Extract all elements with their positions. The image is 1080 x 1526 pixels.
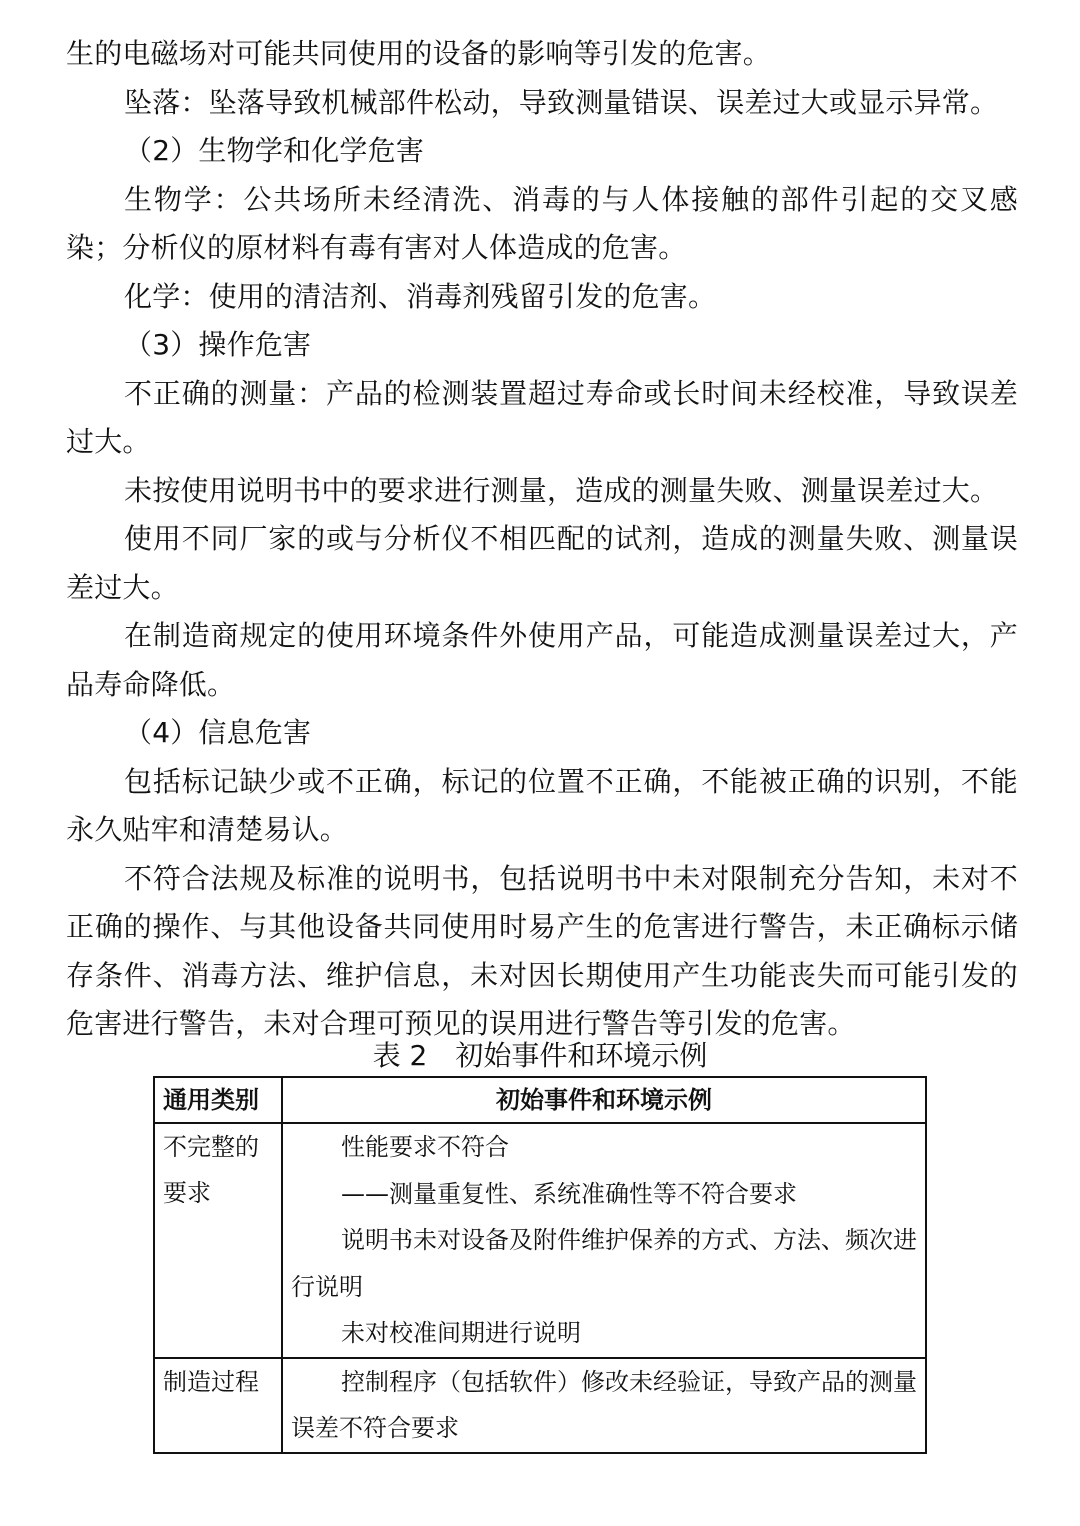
body-text — [66, 30, 1018, 1049]
paragraph: 不正确的测量：产品的检测装置超过寿命或长时间未经校准，导致误差过大。 — [66, 376, 1018, 458]
example-item: ——测量重复性、系统准确性等不符合要求 — [341, 1179, 797, 1208]
examples-cell — [282, 1358, 926, 1453]
example-item: 性能要求不符合 — [341, 1133, 509, 1161]
paragraph: 使用不同厂家的或与分析仪不相匹配的试剂，造成的测量失败、测量误差过大。 — [66, 522, 1018, 604]
example-item: 说明书未对设备及附件维护保养的方式、方法、频次进行说明 — [291, 1226, 917, 1301]
examples-cell — [282, 1123, 926, 1358]
table-row — [154, 1358, 926, 1453]
section-heading: （3）操作危害 — [124, 328, 312, 361]
table-caption: 表 2 初始事件和环境示例 — [372, 1039, 708, 1072]
paragraph: 不符合法规及标准的说明书，包括说明书中未对限制充分告知，未对不正确的操作、与其他设备共同使用时易产生的危害进行警告，未正确标示储存条件、消毒方法、维护信息，未对因长期使用产生功能丧失而可能引发的危害进行警告，未对合理可预见的误用进行警告等引发的危害。 — [66, 861, 1018, 1040]
paragraph: 坠落：坠落导致机械部件松动，导致测量错误、误差过大或显示异常。 — [124, 85, 999, 119]
paragraph: 在制造商规定的使用环境条件外使用产品，可能造成测量误差过大，产品寿命降低。 — [66, 619, 1018, 701]
section-heading: （4）信息危害 — [124, 716, 312, 749]
category-cell: 不完整的要求 — [154, 1123, 282, 1358]
paragraph: 包括标记缺少或不正确，标记的位置不正确，不能被正确的识别，不能永久贴牢和清楚易认。 — [66, 764, 1018, 846]
table-header-row — [154, 1077, 926, 1123]
column-header-category: 通用类别 — [154, 1077, 282, 1123]
category-cell: 制造过程 — [154, 1358, 282, 1453]
paragraph: 未按使用说明书中的要求进行测量，造成的测量失败、测量误差过大。 — [124, 473, 999, 507]
paragraph: 生物学：公共场所未经清洗、消毒的与人体接触的部件引起的交叉感染；分析仪的原材料有毒有害对人体造成的危害。 — [66, 182, 1018, 264]
section-heading: （2）生物学和化学危害 — [124, 134, 425, 167]
example-item: 控制程序（包括软件）修改未经验证，导致产品的测量误差不符合要求 — [291, 1367, 917, 1442]
column-header-examples: 初始事件和环境示例 — [282, 1077, 926, 1123]
paragraph: 生的电磁场对可能共同使用的设备的影响等引发的危害。 — [66, 37, 772, 70]
example-item: 未对校准间期进行说明 — [341, 1319, 581, 1347]
table-row — [154, 1123, 926, 1358]
events-table — [153, 1076, 927, 1454]
paragraph: 化学：使用的清洁剂、消毒剂残留引发的危害。 — [124, 279, 717, 313]
